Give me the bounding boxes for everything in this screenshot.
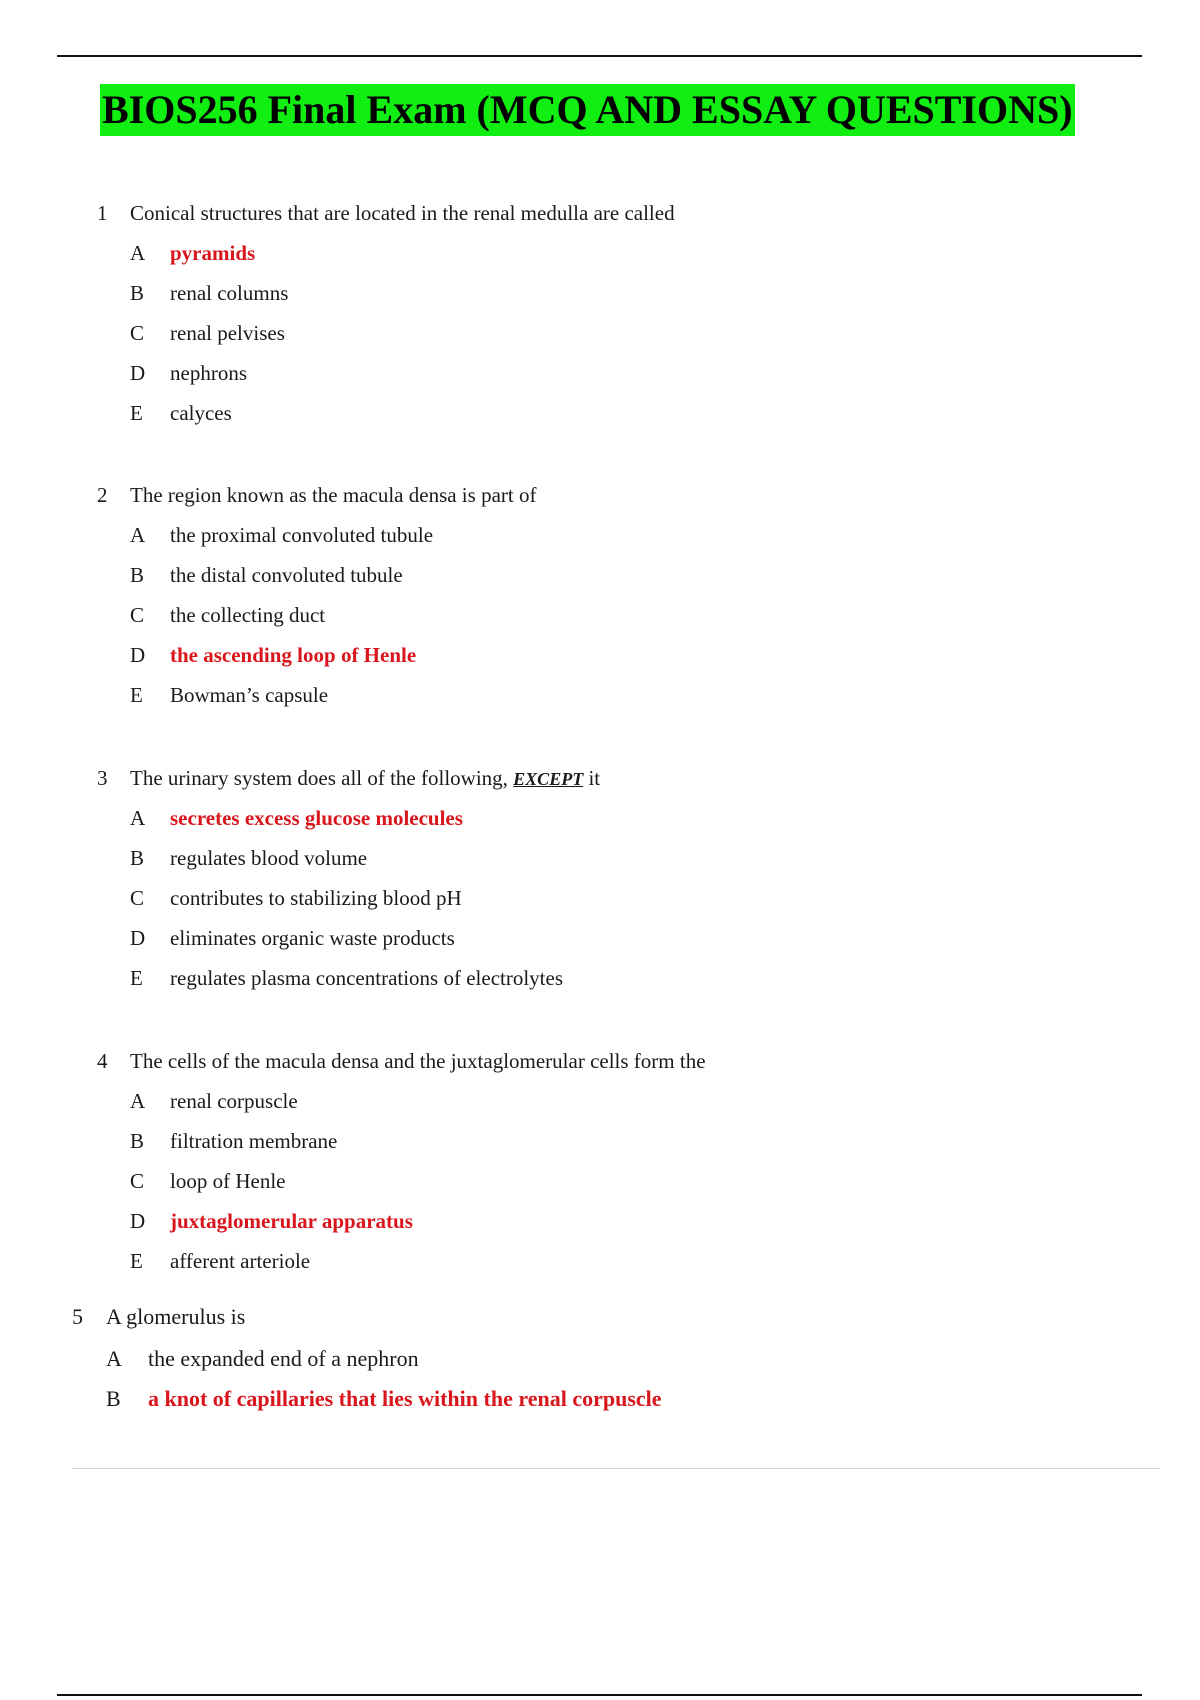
document-title: BIOS256 Final Exam (MCQ AND ESSAY QUESTIONS) (100, 84, 1075, 136)
option-text: the expanded end of a nephron (148, 1346, 419, 1371)
option-text: regulates blood volume (170, 846, 368, 870)
option-letter: D (130, 1209, 146, 1233)
question-number: 2 (97, 483, 108, 507)
option-letter: D (130, 643, 146, 667)
option-text: renal columns (170, 281, 289, 305)
option-letter: B (130, 1129, 145, 1153)
option-text: renal pelvises (170, 321, 285, 345)
option-letter: A (130, 523, 146, 547)
question-text (130, 763, 600, 794)
page-top-rule (57, 55, 1142, 57)
option-letter: E (130, 966, 143, 990)
option-text-correct: secretes excess glucose molecules (170, 806, 463, 830)
option-text: filtration membrane (170, 1129, 338, 1153)
option-letter: C (130, 603, 145, 627)
question-number: 4 (97, 1049, 108, 1073)
question-text: Conical structures that are located in the renal medulla are called (130, 201, 675, 225)
option-letter: E (130, 401, 143, 425)
section-divider (72, 1468, 1160, 1469)
option-letter: D (130, 361, 146, 385)
question-text-tail: it (588, 766, 601, 790)
question-text-lead: The urinary system does all of the following, (130, 766, 508, 790)
option-letter: C (130, 1169, 145, 1193)
option-letter: C (130, 886, 145, 910)
option-text-correct: a knot of capillaries that lies within the renal corpuscle (148, 1386, 662, 1411)
question-number: 5 (72, 1304, 83, 1329)
except-emphasis: EXCEPT (513, 769, 584, 789)
option-text: regulates plasma concentrations of electrolytes (170, 966, 564, 990)
option-text: eliminates organic waste products (170, 926, 455, 950)
option-text: loop of Henle (170, 1169, 286, 1193)
question-number: 1 (97, 201, 108, 225)
option-letter: A (130, 241, 146, 265)
option-text: renal corpuscle (170, 1089, 298, 1113)
question-text: The cells of the macula densa and the juxtaglomerular cells form the (130, 1049, 706, 1073)
option-text: calyces (170, 401, 232, 425)
option-letter: E (130, 1249, 143, 1273)
option-text: afferent arteriole (170, 1249, 311, 1273)
option-letter: D (130, 926, 146, 950)
question-text: The region known as the macula densa is part of (130, 483, 537, 507)
option-text: contributes to stabilizing blood pH (170, 886, 462, 910)
option-text-correct: pyramids (170, 241, 256, 265)
question-text: A glomerulus is (106, 1304, 246, 1329)
page-bottom-rule (57, 1694, 1142, 1696)
option-letter: C (130, 321, 145, 345)
option-text-correct: juxtaglomerular apparatus (170, 1209, 413, 1233)
question-number: 3 (97, 766, 108, 790)
option-text: the proximal convoluted tubule (170, 523, 434, 547)
option-text: the distal convoluted tubule (170, 563, 403, 587)
option-letter: B (130, 281, 145, 305)
option-letter: B (130, 846, 145, 870)
option-letter: A (130, 806, 146, 830)
option-letter: A (106, 1346, 122, 1371)
option-letter: B (106, 1386, 121, 1411)
option-letter: B (130, 563, 145, 587)
option-letter: A (130, 1089, 146, 1113)
option-text-correct: the ascending loop of Henle (170, 643, 417, 667)
option-text: nephrons (170, 361, 247, 385)
option-letter: E (130, 683, 143, 707)
option-text: the collecting duct (170, 603, 326, 627)
option-text: Bowman’s capsule (170, 683, 329, 707)
